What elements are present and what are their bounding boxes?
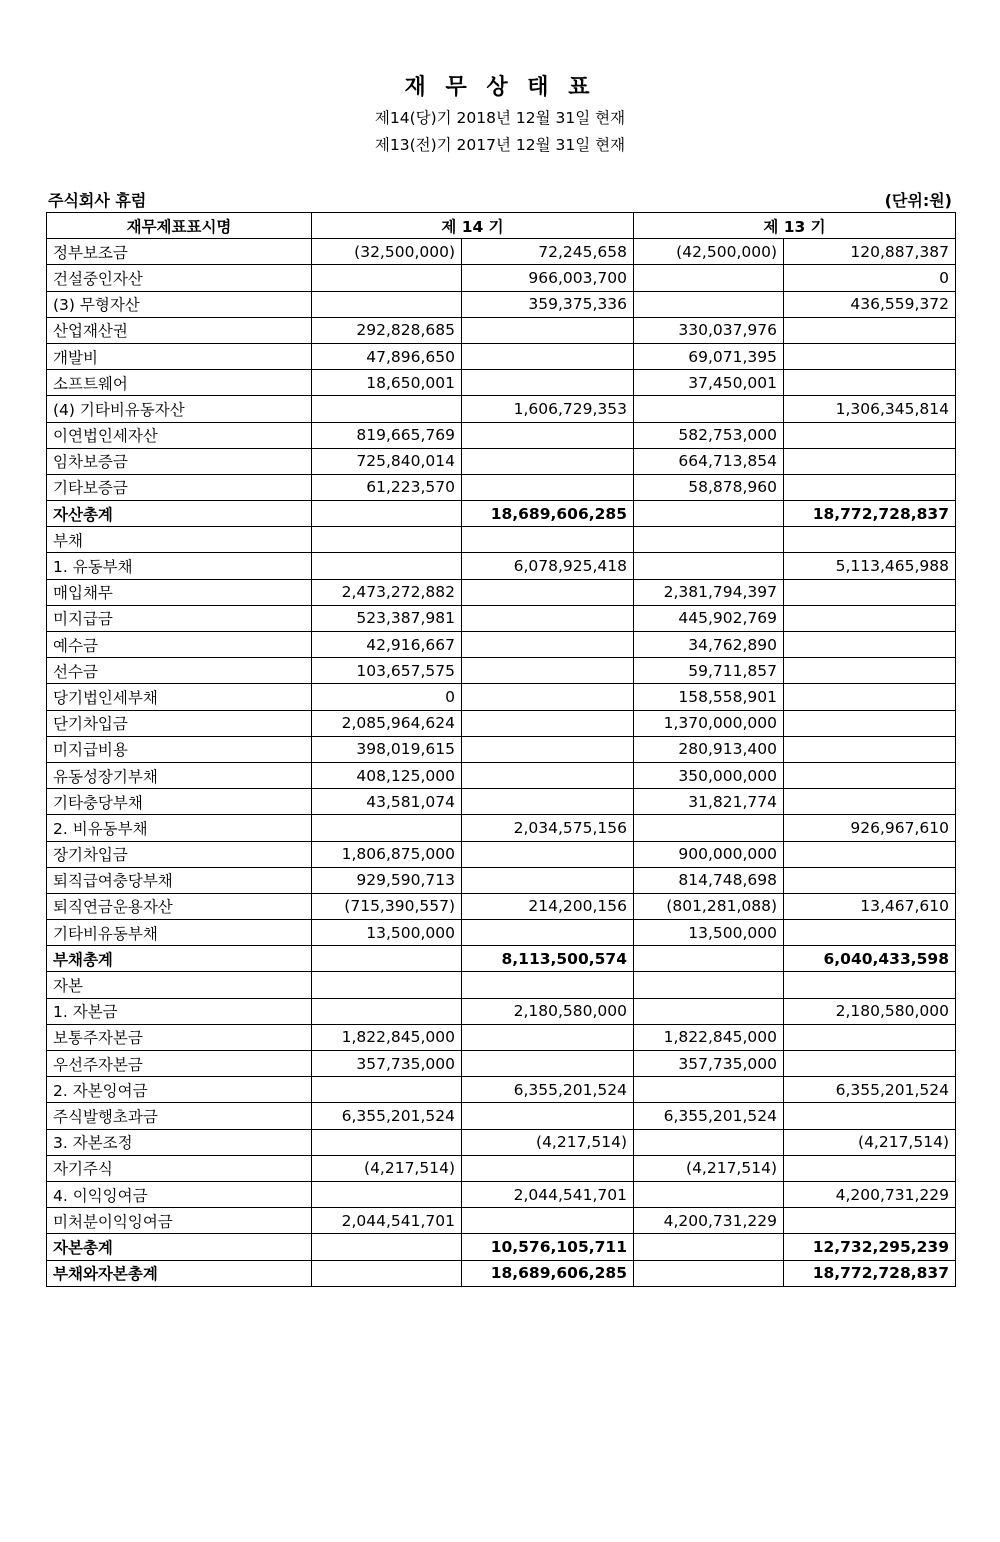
amount-cell-c13a — [634, 291, 784, 317]
table-row — [47, 448, 956, 474]
amount-cell-c14b — [462, 972, 634, 998]
amount-cell-c13b: 6,040,433,598 — [784, 946, 956, 972]
amount-cell-c14b: 214,200,156 — [462, 893, 634, 919]
table-row — [47, 1155, 956, 1181]
amount-cell-c14b: 966,003,700 — [462, 265, 634, 291]
account-name-cell: 3. 자본조정 — [47, 1129, 312, 1155]
amount-cell-c13b — [784, 1155, 956, 1181]
account-name-cell: 보통주자본금 — [47, 1024, 312, 1050]
amount-cell-c13b: 5,113,465,988 — [784, 553, 956, 579]
amount-cell-c14b — [462, 527, 634, 553]
amount-cell-c13b: 0 — [784, 265, 956, 291]
table-row — [47, 1129, 956, 1155]
amount-cell-c13b — [784, 762, 956, 788]
account-name-cell: 1. 자본금 — [47, 998, 312, 1024]
amount-cell-c14a: 1,806,875,000 — [312, 841, 462, 867]
account-name-cell: 기타비유동부채 — [47, 920, 312, 946]
account-name-cell: 1. 유동부채 — [47, 553, 312, 579]
table-row — [47, 867, 956, 893]
account-name-cell: 부채 — [47, 527, 312, 553]
account-name-cell: 퇴직급여충당부채 — [47, 867, 312, 893]
account-name-cell: 장기차입금 — [47, 841, 312, 867]
amount-cell-c14a: 61,223,570 — [312, 474, 462, 500]
amount-cell-c13b — [784, 527, 956, 553]
amount-cell-c13b: 4,200,731,229 — [784, 1181, 956, 1207]
amount-cell-c13b: 436,559,372 — [784, 291, 956, 317]
amount-cell-c13a — [634, 1181, 784, 1207]
table-row — [47, 710, 956, 736]
amount-cell-c14a — [312, 396, 462, 422]
amount-cell-c13a: 445,902,769 — [634, 605, 784, 631]
table-row — [47, 265, 956, 291]
amount-cell-c14b — [462, 920, 634, 946]
amount-cell-c13a: (801,281,088) — [634, 893, 784, 919]
amount-cell-c14a — [312, 815, 462, 841]
account-name-cell: 자기주식 — [47, 1155, 312, 1181]
account-name-cell: 산업재산권 — [47, 317, 312, 343]
amount-cell-c14b — [462, 422, 634, 448]
amount-cell-c14b: 18,689,606,285 — [462, 501, 634, 527]
amount-cell-c14b: (4,217,514) — [462, 1129, 634, 1155]
table-row — [47, 658, 956, 684]
amount-cell-c13b — [784, 605, 956, 631]
account-name-cell: 정부보조금 — [47, 239, 312, 265]
amount-cell-c14a: 2,044,541,701 — [312, 1208, 462, 1234]
amount-cell-c14b — [462, 1103, 634, 1129]
amount-cell-c14b — [462, 1024, 634, 1050]
amount-cell-c13b — [784, 841, 956, 867]
table-row — [47, 893, 956, 919]
amount-cell-c13b — [784, 579, 956, 605]
amount-cell-c13b: 6,355,201,524 — [784, 1077, 956, 1103]
amount-cell-c14a: (715,390,557) — [312, 893, 462, 919]
amount-cell-c14b — [462, 1051, 634, 1077]
amount-cell-c14a: 408,125,000 — [312, 762, 462, 788]
amount-cell-c14b — [462, 317, 634, 343]
amount-cell-c13a: 34,762,890 — [634, 632, 784, 658]
amount-cell-c14a: 2,473,272,882 — [312, 579, 462, 605]
amount-cell-c14a — [312, 265, 462, 291]
amount-cell-c14b — [462, 684, 634, 710]
account-name-cell: 자본 — [47, 972, 312, 998]
amount-cell-c13b — [784, 789, 956, 815]
amount-cell-c14a: 523,387,981 — [312, 605, 462, 631]
account-name-cell: (4) 기타비유동자산 — [47, 396, 312, 422]
amount-cell-c14b: 2,044,541,701 — [462, 1181, 634, 1207]
table-row — [47, 632, 956, 658]
account-name-cell: 기타충당부채 — [47, 789, 312, 815]
amount-cell-c13a: 13,500,000 — [634, 920, 784, 946]
amount-cell-c13b: 18,772,728,837 — [784, 1260, 956, 1286]
amount-cell-c14b — [462, 867, 634, 893]
amount-cell-c13a: 58,878,960 — [634, 474, 784, 500]
amount-cell-c13b — [784, 1051, 956, 1077]
amount-cell-c13a — [634, 946, 784, 972]
account-name-cell: 유동성장기부채 — [47, 762, 312, 788]
table-row — [47, 422, 956, 448]
account-name-cell: 선수금 — [47, 658, 312, 684]
amount-cell-c14b — [462, 579, 634, 605]
amount-cell-c13a — [634, 396, 784, 422]
amount-cell-c13b — [784, 422, 956, 448]
amount-cell-c13b: 926,967,610 — [784, 815, 956, 841]
amount-cell-c13b — [784, 1208, 956, 1234]
amount-cell-c14a: 43,581,074 — [312, 789, 462, 815]
amount-cell-c14a: 292,828,685 — [312, 317, 462, 343]
amount-cell-c14a: 42,916,667 — [312, 632, 462, 658]
amount-cell-c13a: 6,355,201,524 — [634, 1103, 784, 1129]
amount-cell-c13b: (4,217,514) — [784, 1129, 956, 1155]
amount-cell-c13a: 900,000,000 — [634, 841, 784, 867]
amount-cell-c13a: 664,713,854 — [634, 448, 784, 474]
account-name-cell: 퇴직연금운용자산 — [47, 893, 312, 919]
table-row — [47, 370, 956, 396]
account-name-cell: 단기차입금 — [47, 710, 312, 736]
account-name-cell: 건설중인자산 — [47, 265, 312, 291]
table-row — [47, 239, 956, 265]
amount-cell-c13a — [634, 1077, 784, 1103]
amount-cell-c14b: 2,034,575,156 — [462, 815, 634, 841]
amount-cell-c14a — [312, 972, 462, 998]
amount-cell-c14a: (32,500,000) — [312, 239, 462, 265]
amount-cell-c13b — [784, 972, 956, 998]
account-name-cell: 2. 비유동부채 — [47, 815, 312, 841]
amount-cell-c13a — [634, 265, 784, 291]
amount-cell-c13a: 69,071,395 — [634, 343, 784, 369]
amount-cell-c13b: 1,306,345,814 — [784, 396, 956, 422]
account-name-cell: 부채총계 — [47, 946, 312, 972]
account-name-cell: 매입채무 — [47, 579, 312, 605]
amount-cell-c14b: 6,355,201,524 — [462, 1077, 634, 1103]
amount-cell-c14a: (4,217,514) — [312, 1155, 462, 1181]
amount-cell-c14a: 725,840,014 — [312, 448, 462, 474]
table-row — [47, 684, 956, 710]
table-row — [47, 396, 956, 422]
amount-cell-c13a: 37,450,001 — [634, 370, 784, 396]
amount-cell-c13a: 31,821,774 — [634, 789, 784, 815]
amount-cell-c13a — [634, 1129, 784, 1155]
amount-cell-c13a — [634, 501, 784, 527]
amount-cell-c14b — [462, 474, 634, 500]
amount-cell-c14a — [312, 553, 462, 579]
amount-cell-c13b — [784, 448, 956, 474]
table-row — [47, 736, 956, 762]
account-name-cell: 미지급비용 — [47, 736, 312, 762]
amount-cell-c14b — [462, 343, 634, 369]
amount-cell-c13b — [784, 474, 956, 500]
amount-cell-c13a: (42,500,000) — [634, 239, 784, 265]
amount-cell-c13b — [784, 1103, 956, 1129]
amount-cell-c13a — [634, 972, 784, 998]
amount-cell-c13a: 158,558,901 — [634, 684, 784, 710]
account-name-cell: (3) 무형자산 — [47, 291, 312, 317]
amount-cell-c14a — [312, 527, 462, 553]
amount-cell-c13b: 18,772,728,837 — [784, 501, 956, 527]
amount-cell-c14b — [462, 658, 634, 684]
amount-cell-c14a: 398,019,615 — [312, 736, 462, 762]
amount-cell-c14b — [462, 710, 634, 736]
account-name-cell: 자본총계 — [47, 1234, 312, 1260]
table-row — [47, 762, 956, 788]
amount-cell-c14b — [462, 1208, 634, 1234]
amount-cell-c13a: 280,913,400 — [634, 736, 784, 762]
account-name-cell: 예수금 — [47, 632, 312, 658]
amount-cell-c13b — [784, 736, 956, 762]
amount-cell-c13a — [634, 815, 784, 841]
amount-cell-c14b — [462, 736, 634, 762]
table-row — [47, 972, 956, 998]
amount-cell-c14b: 18,689,606,285 — [462, 1260, 634, 1286]
table-row — [47, 291, 956, 317]
account-name-cell: 미지급금 — [47, 605, 312, 631]
account-name-cell: 주식발행초과금 — [47, 1103, 312, 1129]
header-period-14: 제 14 기 — [312, 213, 634, 239]
table-row — [47, 343, 956, 369]
amount-cell-c14a — [312, 291, 462, 317]
amount-cell-c14a: 18,650,001 — [312, 370, 462, 396]
table-row — [47, 1260, 956, 1286]
table-row — [47, 605, 956, 631]
amount-cell-c14a: 47,896,650 — [312, 343, 462, 369]
amount-cell-c14a — [312, 1129, 462, 1155]
amount-cell-c14a: 13,500,000 — [312, 920, 462, 946]
table-row — [47, 1181, 956, 1207]
amount-cell-c14b — [462, 1155, 634, 1181]
table-body — [47, 239, 956, 1287]
account-name-cell: 자산총계 — [47, 501, 312, 527]
amount-cell-c13b — [784, 1024, 956, 1050]
amount-cell-c13a: 4,200,731,229 — [634, 1208, 784, 1234]
amount-cell-c13b — [784, 658, 956, 684]
amount-cell-c14b: 8,113,500,574 — [462, 946, 634, 972]
company-name: 주식회사 휴럼 — [48, 191, 147, 210]
amount-cell-c13a: 1,370,000,000 — [634, 710, 784, 736]
account-name-cell: 미처분이익잉여금 — [47, 1208, 312, 1234]
amount-cell-c14b — [462, 605, 634, 631]
table-row — [47, 501, 956, 527]
table-row — [47, 1051, 956, 1077]
account-name-cell: 소프트웨어 — [47, 370, 312, 396]
document-title: 재 무 상 태 표 — [404, 75, 596, 100]
account-name-cell: 임차보증금 — [47, 448, 312, 474]
amount-cell-c14b — [462, 762, 634, 788]
table-row — [47, 1103, 956, 1129]
account-name-cell: 2. 자본잉여금 — [47, 1077, 312, 1103]
unit-label: (단위:원) — [884, 191, 952, 210]
amount-cell-c13a: 2,381,794,397 — [634, 579, 784, 605]
table-row — [47, 579, 956, 605]
amount-cell-c14a — [312, 1234, 462, 1260]
period-prior: 제13(전)기 2017년 12월 31일 현재 — [374, 136, 626, 154]
table-row — [47, 946, 956, 972]
amount-cell-c14b: 72,245,658 — [462, 239, 634, 265]
amount-cell-c13b: 2,180,580,000 — [784, 998, 956, 1024]
amount-cell-c14b — [462, 841, 634, 867]
amount-cell-c13b — [784, 867, 956, 893]
account-name-cell: 4. 이익잉여금 — [47, 1181, 312, 1207]
table-row — [47, 841, 956, 867]
amount-cell-c13a: 1,822,845,000 — [634, 1024, 784, 1050]
amount-cell-c13a — [634, 1234, 784, 1260]
amount-cell-c14a — [312, 501, 462, 527]
amount-cell-c13b: 12,732,295,239 — [784, 1234, 956, 1260]
amount-cell-c13a: 330,037,976 — [634, 317, 784, 343]
amount-cell-c14a — [312, 1260, 462, 1286]
amount-cell-c13b — [784, 710, 956, 736]
account-name-cell: 당기법인세부채 — [47, 684, 312, 710]
amount-cell-c14b — [462, 632, 634, 658]
amount-cell-c14a: 6,355,201,524 — [312, 1103, 462, 1129]
table-row — [47, 317, 956, 343]
amount-cell-c13b: 120,887,387 — [784, 239, 956, 265]
amount-cell-c14b: 10,576,105,711 — [462, 1234, 634, 1260]
account-name-cell: 개발비 — [47, 343, 312, 369]
table-row — [47, 1208, 956, 1234]
table-row — [47, 1024, 956, 1050]
amount-cell-c13a: 582,753,000 — [634, 422, 784, 448]
amount-cell-c14a: 357,735,000 — [312, 1051, 462, 1077]
amount-cell-c13b — [784, 343, 956, 369]
amount-cell-c13b: 13,467,610 — [784, 893, 956, 919]
amount-cell-c13a: 350,000,000 — [634, 762, 784, 788]
amount-cell-c13b — [784, 684, 956, 710]
amount-cell-c14a: 819,665,769 — [312, 422, 462, 448]
amount-cell-c13b — [784, 920, 956, 946]
account-name-cell: 부채와자본총계 — [47, 1260, 312, 1286]
amount-cell-c13a — [634, 527, 784, 553]
amount-cell-c14b: 2,180,580,000 — [462, 998, 634, 1024]
amount-cell-c13a: 59,711,857 — [634, 658, 784, 684]
table-row — [47, 527, 956, 553]
table-row — [47, 1234, 956, 1260]
header-account-name: 재무제표표시명 — [47, 213, 312, 239]
header-period-13: 제 13 기 — [634, 213, 956, 239]
account-name-cell: 이연법인세자산 — [47, 422, 312, 448]
amount-cell-c14b — [462, 789, 634, 815]
table-row — [47, 789, 956, 815]
amount-cell-c13b — [784, 632, 956, 658]
amount-cell-c13b — [784, 370, 956, 396]
amount-cell-c14a: 103,657,575 — [312, 658, 462, 684]
table-row — [47, 1077, 956, 1103]
table-row — [47, 553, 956, 579]
table-row — [47, 998, 956, 1024]
amount-cell-c13a: 814,748,698 — [634, 867, 784, 893]
amount-cell-c14b: 1,606,729,353 — [462, 396, 634, 422]
amount-cell-c13a: 357,735,000 — [634, 1051, 784, 1077]
amount-cell-c13a — [634, 553, 784, 579]
table-header-row — [47, 213, 956, 239]
amount-cell-c14b — [462, 370, 634, 396]
table-row — [47, 474, 956, 500]
amount-cell-c14a — [312, 946, 462, 972]
period-current: 제14(당)기 2018년 12월 31일 현재 — [374, 109, 626, 127]
table-row — [47, 815, 956, 841]
amount-cell-c13a: (4,217,514) — [634, 1155, 784, 1181]
amount-cell-c14b: 359,375,336 — [462, 291, 634, 317]
amount-cell-c14a: 1,822,845,000 — [312, 1024, 462, 1050]
amount-cell-c14a — [312, 1181, 462, 1207]
amount-cell-c13b — [784, 317, 956, 343]
amount-cell-c14a — [312, 998, 462, 1024]
account-name-cell: 기타보증금 — [47, 474, 312, 500]
account-name-cell: 우선주자본금 — [47, 1051, 312, 1077]
amount-cell-c14a — [312, 1077, 462, 1103]
balance-sheet-table — [46, 212, 956, 1287]
amount-cell-c14a: 2,085,964,624 — [312, 710, 462, 736]
amount-cell-c14a: 0 — [312, 684, 462, 710]
amount-cell-c13a — [634, 1260, 784, 1286]
table-row — [47, 920, 956, 946]
amount-cell-c13a — [634, 998, 784, 1024]
amount-cell-c14b — [462, 448, 634, 474]
amount-cell-c14b: 6,078,925,418 — [462, 553, 634, 579]
amount-cell-c14a: 929,590,713 — [312, 867, 462, 893]
